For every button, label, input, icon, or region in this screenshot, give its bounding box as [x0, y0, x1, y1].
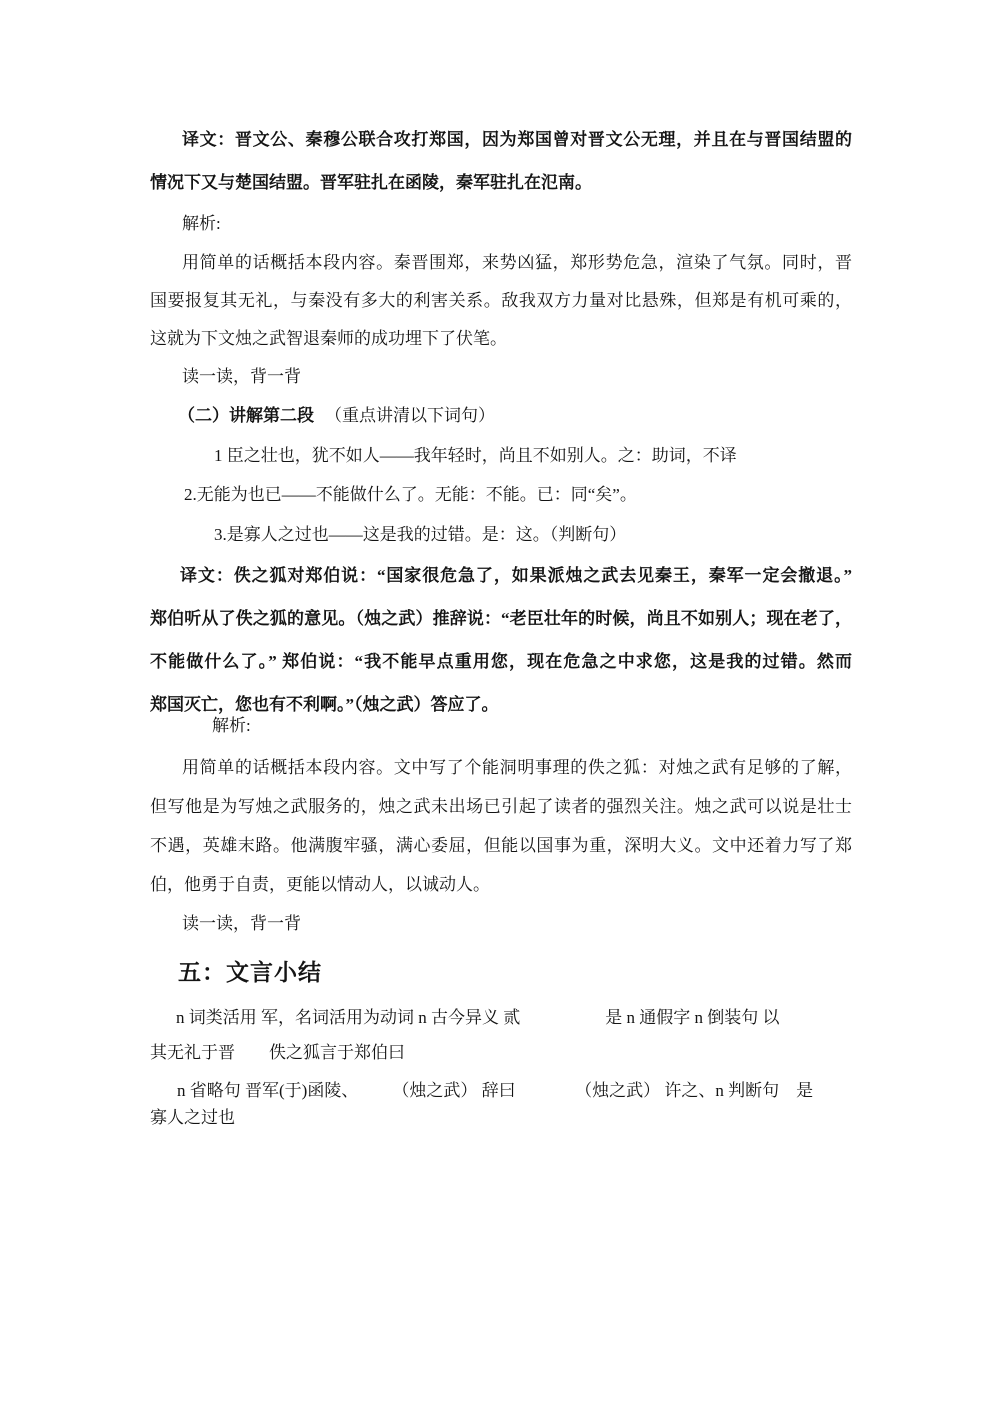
word-note-item-1: 1 臣之壮也，犹不如人——我年轻时，尚且不如别人。之：助词，不译 [214, 446, 737, 465]
section-2-note: （重点讲清以下词句） [325, 406, 495, 425]
analysis-label-2: 解析: [212, 716, 251, 735]
summary-bullets-2-line-1: n 省略句 晋军(于)函陵、 （烛之武） 辞曰 （烛之武） 许之、n 判断句 是 [177, 1081, 814, 1100]
analysis-2-line-2: 但写他是为写烛之武服务的，烛之武未出场已引起了读者的强烈关注。烛之武可以说是壮士 [150, 797, 852, 816]
analysis-2-line-4: 伯，他勇于自责，更能以情动人，以诚动人。 [150, 875, 490, 894]
summary-section-heading: 五：文言小结 [178, 960, 322, 985]
summary-bullets-2-line-2: 寡人之过也 [150, 1108, 235, 1127]
translation-2-line-4: 郑国灭亡，您也有不利啊。”（烛之武）答应了。 [150, 695, 499, 714]
section-2-heading-line [150, 396, 852, 436]
read-recite-prompt-2: 读一读，背一背 [182, 914, 301, 933]
translation-1-line-2: 情况下又与楚国结盟。晋军驻扎在函陵，秦军驻扎在氾南。 [150, 173, 592, 192]
translation-2-line-2: 郑伯听从了佚之狐的意见。（烛之武）推辞说：“老臣壮年的时候，尚且不如别人；现在老了， [150, 609, 852, 628]
analysis-1-line-2: 国要报复其无礼，与秦没有多大的利害关系。敌我双方力量对比悬殊，但郑是有机可乘的， [150, 291, 852, 310]
analysis-1-line-1: 用简单的话概括本段内容。秦晋围郑，来势凶猛，郑形势危急，渲染了气氛。同时，晋 [182, 253, 852, 272]
analysis-2-line-3: 不遇，英雄末路。他满腹牢骚，满心委屈，但能以国事为重，深明大义。文中还着力写了郑 [150, 836, 852, 855]
word-note-item-3: 3.是寡人之过也——这是我的过错。是：这。（判断句） [214, 525, 627, 544]
translation-1-line-1: 译文：晋文公、秦穆公联合攻打郑国，因为郑国曾对晋文公无理，并且在与晋国结盟的 [182, 130, 852, 149]
analysis-1-line-3: 这就为下文烛之武智退秦师的成功埋下了伏笔。 [150, 329, 507, 348]
read-recite-prompt-1: 读一读，背一背 [182, 367, 301, 386]
translation-2-line-3: 不能做什么了。” 郑伯说：“我不能早点重用您，现在危急之中求您，这是我的过错。然而 [150, 652, 852, 671]
word-note-item-2: 2.无能为也已——不能做什么了。无能：不能。已：同“矣”。 [184, 485, 637, 504]
section-2-title: （二）讲解第二段 [178, 406, 314, 425]
summary-bullets-1-line-2: 其无礼于晋 佚之狐言于郑伯曰 [150, 1043, 405, 1062]
analysis-label-1: 解析: [182, 214, 221, 233]
analysis-2-line-1: 用简单的话概括本段内容。文中写了个能洞明事理的佚之狐：对烛之武有足够的了解， [182, 758, 852, 777]
summary-bullets-1-line-1: n 词类活用 军，名词活用为动词 n 古今异义 贰 是 n 通假字 n 倒装句 以 [176, 1008, 780, 1027]
translation-2-line-1: 译文：佚之狐对郑伯说：“国家很危急了，如果派烛之武去见秦王，秦军一定会撤退。” [180, 566, 852, 585]
